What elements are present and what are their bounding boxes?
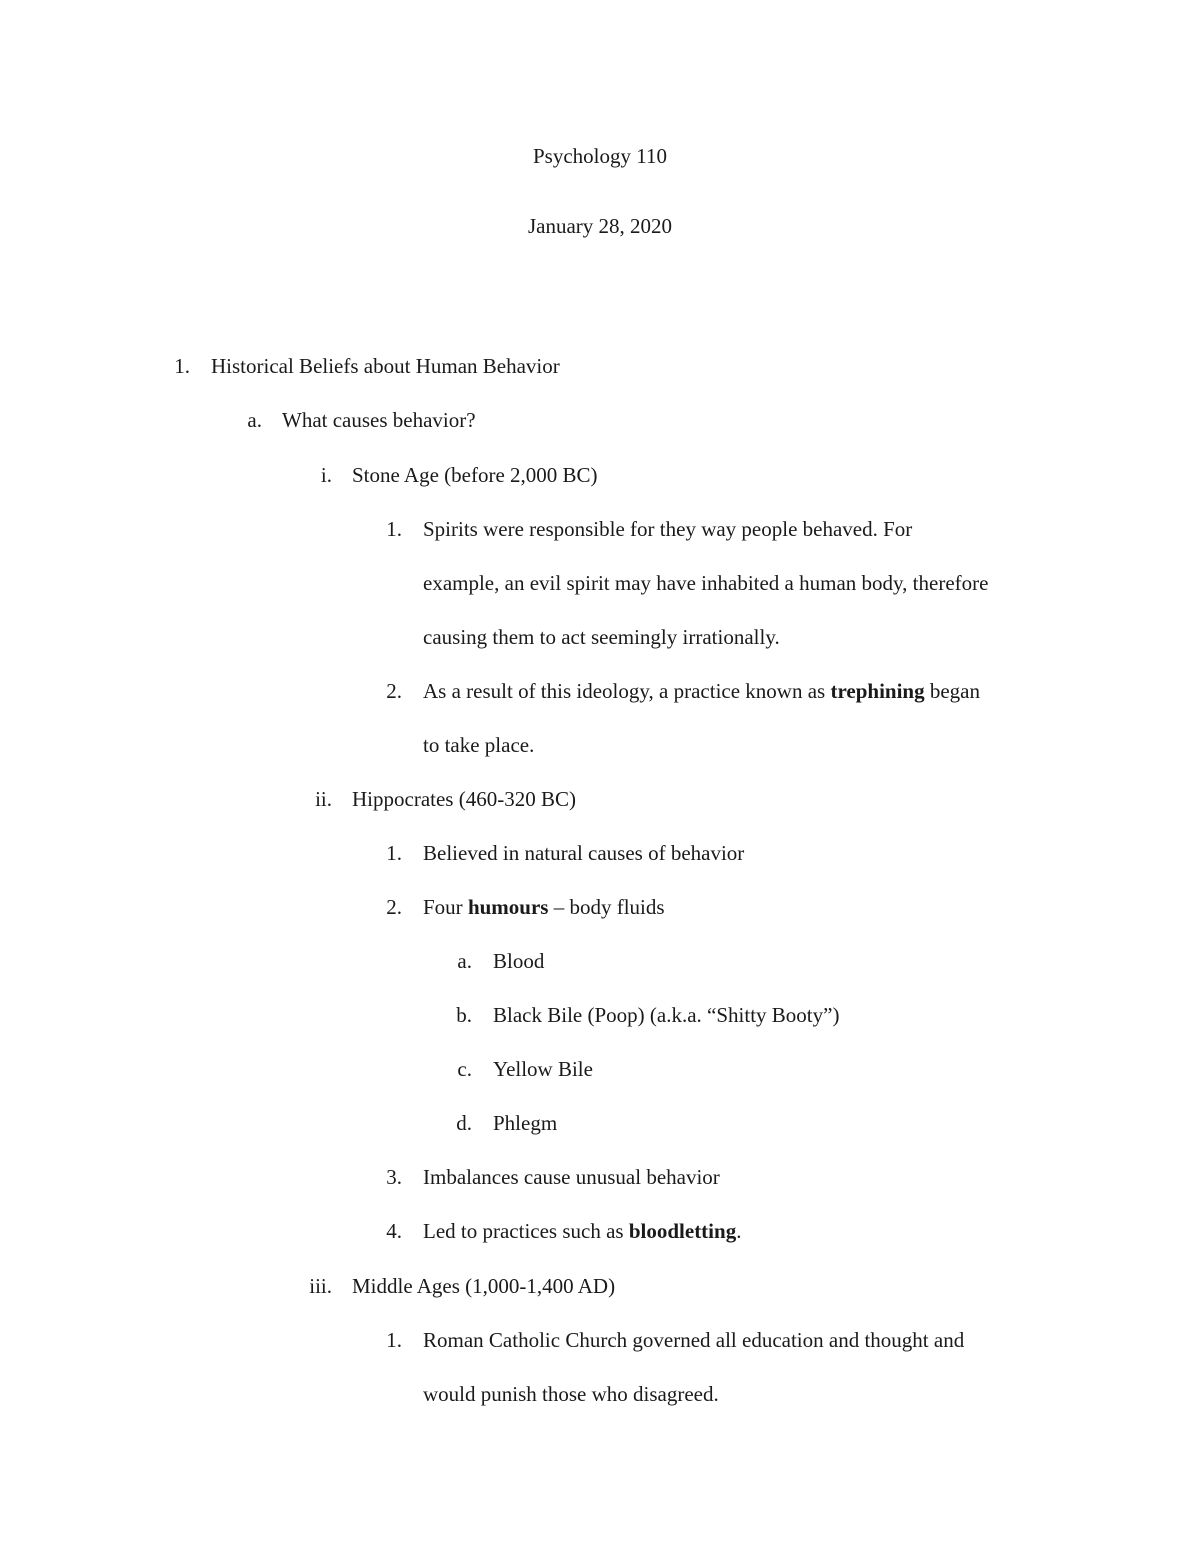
- sublist-marker: d.: [456, 1111, 472, 1135]
- text-run: Four: [423, 895, 468, 919]
- text-run: As a result of this ideology, a practice known as: [423, 679, 831, 703]
- topic-title: Stone Age (before 2,000 BC): [352, 463, 598, 487]
- sublist-text: Blood: [493, 949, 545, 973]
- sublist-text: Phlegm: [493, 1111, 558, 1135]
- subsection-marker: a.: [247, 408, 262, 432]
- sublist-marker: a.: [457, 949, 472, 973]
- text-run: Led to practices such as: [423, 1219, 629, 1243]
- list-item-text: Spirits were responsible for they way people behaved. For: [423, 517, 913, 541]
- list-item-text: Roman Catholic Church governed all education and thought and: [423, 1328, 965, 1352]
- key-term: bloodletting: [628, 1219, 737, 1243]
- subsection-title: What causes behavior?: [282, 408, 476, 432]
- list-item-text: Imbalances cause unusual behavior: [423, 1165, 720, 1189]
- list-item-text: causing them to act seemingly irrationally.: [423, 625, 780, 649]
- sublist-marker: b.: [456, 1003, 472, 1027]
- list-item-marker: 1.: [386, 517, 402, 541]
- list-item-text: Believed in natural causes of behavior: [423, 841, 745, 865]
- list-item-marker: 2.: [386, 679, 402, 703]
- list-item-marker: 1.: [386, 1328, 402, 1352]
- list-item-text: to take place.: [423, 733, 535, 757]
- text-run: .: [736, 1219, 742, 1243]
- list-item-text: would punish those who disagreed.: [423, 1382, 719, 1406]
- text-run: – body fluids: [548, 895, 665, 919]
- list-item-marker: 3.: [386, 1165, 402, 1189]
- sublist-text: Black Bile (Poop) (a.k.a. “Shitty Booty”): [493, 1003, 840, 1027]
- list-item-text: example, an evil spirit may have inhabited a human body, therefore: [423, 571, 989, 595]
- list-item-text: [423, 677, 980, 705]
- section-title: Historical Beliefs about Human Behavior: [211, 354, 560, 378]
- key-term: humours: [467, 895, 549, 919]
- text-run: began: [924, 679, 981, 703]
- topic-marker: ii.: [315, 787, 332, 811]
- topic-title: Hippocrates (460-320 BC): [352, 787, 576, 811]
- list-item-marker: 4.: [386, 1219, 402, 1243]
- list-item-marker: 2.: [386, 895, 402, 919]
- list-item-text: [423, 893, 665, 921]
- topic-marker: iii.: [309, 1274, 332, 1298]
- section-number: 1.: [174, 354, 190, 378]
- key-term: trephining: [830, 679, 925, 703]
- list-item-text: [423, 1217, 741, 1245]
- topic-marker: i.: [320, 463, 332, 487]
- sublist-marker: c.: [457, 1057, 472, 1081]
- list-item-marker: 1.: [386, 841, 402, 865]
- topic-title: Middle Ages (1,000-1,400 AD): [352, 1274, 616, 1298]
- date: January 28, 2020: [527, 214, 673, 238]
- course-title: Psychology 110: [533, 144, 667, 168]
- sublist-text: Yellow Bile: [493, 1057, 593, 1081]
